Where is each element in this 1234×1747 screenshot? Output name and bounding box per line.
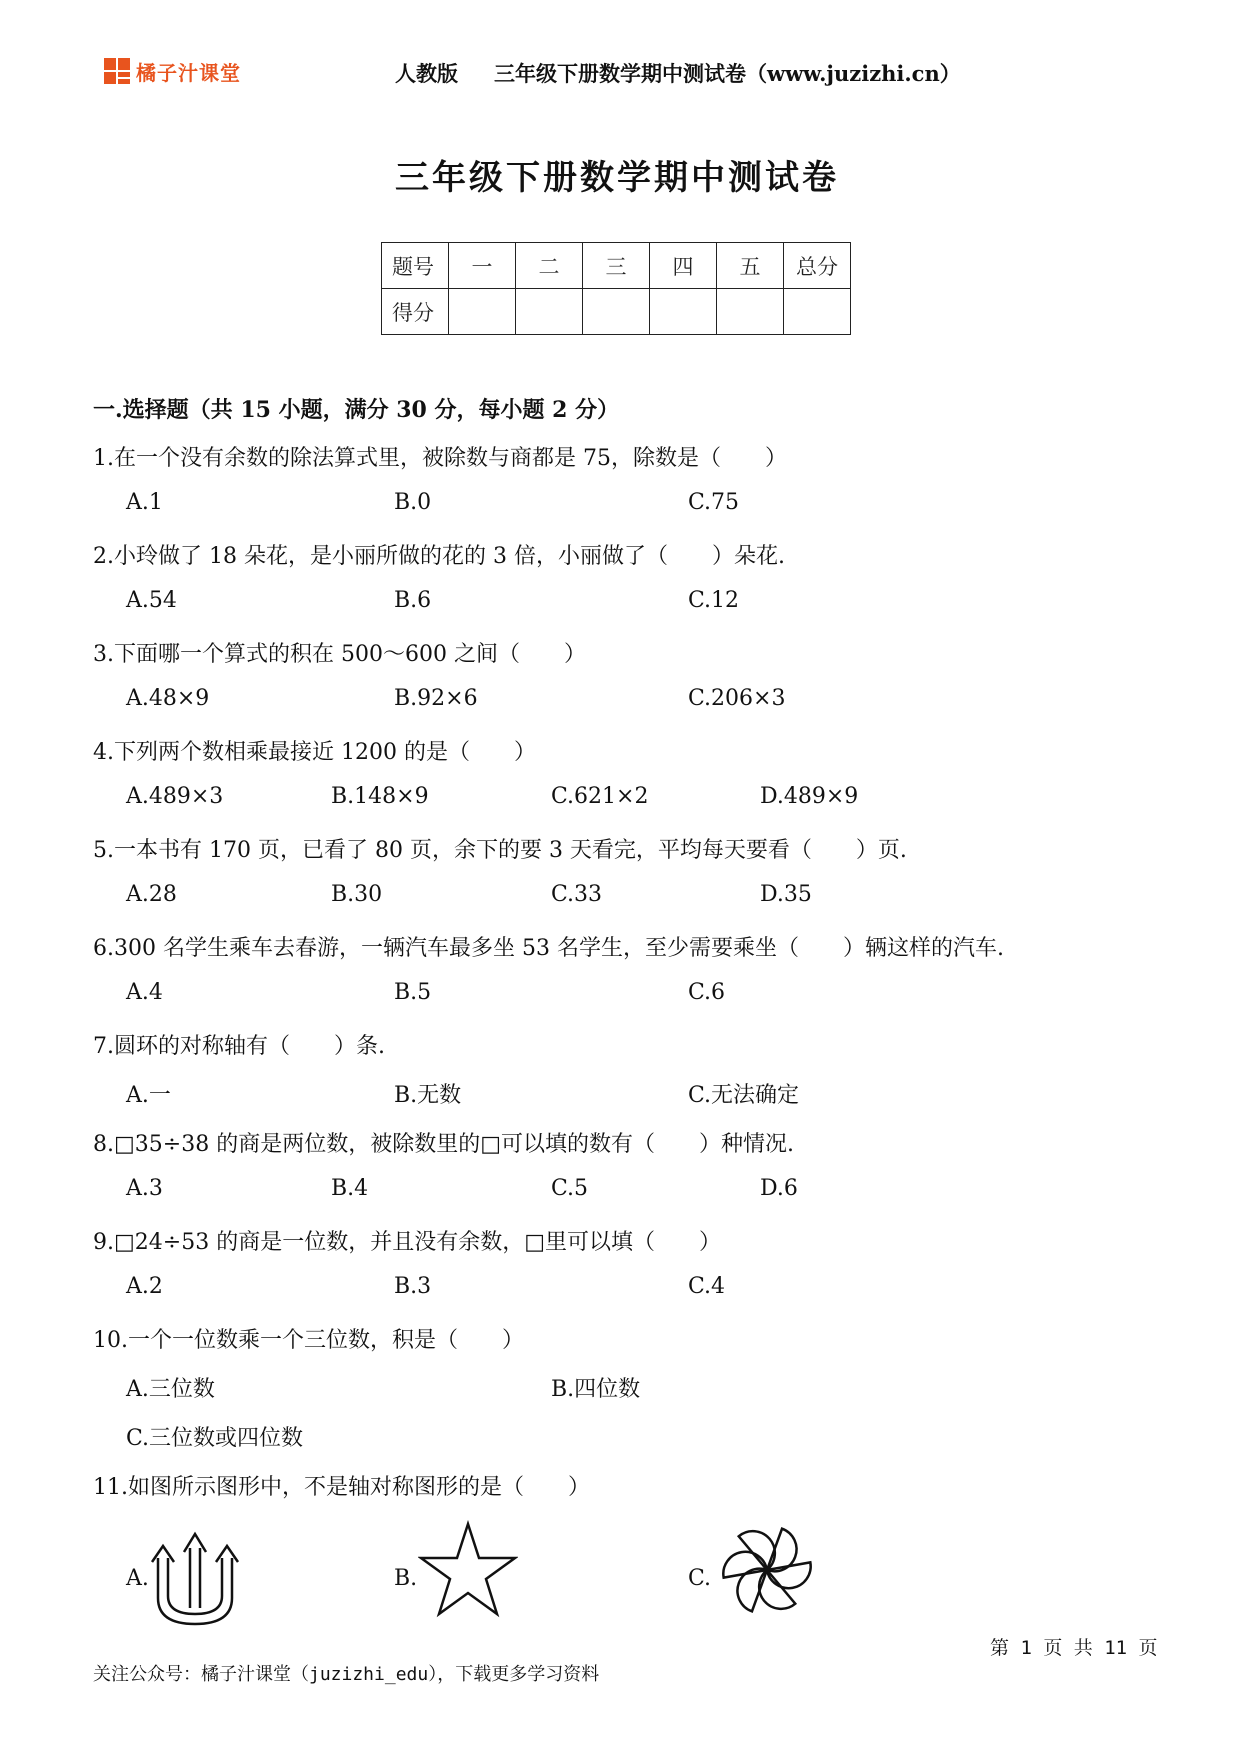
- q5-option-c: C.33: [551, 882, 603, 907]
- score-input-cell[interactable]: [583, 289, 650, 335]
- footer-note: 关注公众号：橘子汁课堂（juzizhi_edu），下载更多学习资料: [93, 1664, 600, 1685]
- question-6: 6.300 名学生乘车去春游，一辆汽车最多坐 53 名学生，至少需要乘坐（ ）辆这样的汽车.: [93, 936, 1004, 961]
- q2-option-b: B.6: [394, 588, 432, 613]
- question-2: 2.小玲做了 18 朵花，是小丽所做的花的 3 倍，小丽做了（ ）朵花.: [93, 544, 785, 569]
- score-input-cell[interactable]: [650, 289, 717, 335]
- q4-option-c: C.621×2: [551, 784, 649, 809]
- q6-option-a: A.4: [126, 980, 163, 1005]
- star-figure: [418, 1520, 518, 1620]
- q7-option-a: A.一: [126, 1083, 171, 1108]
- page-title: 三年级下册数学期中测试卷: [395, 158, 839, 198]
- edition-label: 人教版: [395, 61, 458, 86]
- q4-option-d: D.489×9: [760, 784, 859, 809]
- question-11: 11.如图所示图形中，不是轴对称图形的是（ ）: [93, 1475, 590, 1500]
- question-1: 1.在一个没有余数的除法算式里，被除数与商都是 75，除数是（ ）: [93, 446, 787, 471]
- question-4: 4.下列两个数相乘最接近 1200 的是（ ）: [93, 740, 536, 765]
- score-input-cell[interactable]: [516, 289, 583, 335]
- question-5: 5.一本书有 170 页，已看了 80 页，余下的要 3 天看完，平均每天要看（ ）页.: [93, 838, 907, 863]
- score-input-cell[interactable]: [449, 289, 516, 335]
- score-table-cell: 总分: [784, 243, 851, 289]
- score-table: [381, 242, 851, 335]
- q4-option-a: A.489×3: [126, 784, 224, 809]
- q11-option-c: C.: [688, 1566, 712, 1591]
- q11-option-b: B.: [394, 1566, 418, 1591]
- q5-option-b: B.30: [331, 882, 383, 907]
- q10-option-a: A.三位数: [126, 1377, 215, 1402]
- score-table-cell: 一: [449, 243, 516, 289]
- q3-option-c: C.206×3: [688, 686, 786, 711]
- q6-option-b: B.5: [394, 980, 432, 1005]
- question-10: 10.一个一位数乘一个三位数，积是（ ）: [93, 1328, 524, 1353]
- logo-icon: [104, 58, 132, 86]
- q8-option-d: D.6: [760, 1176, 798, 1201]
- question-9: 9.□24÷53 的商是一位数，并且没有余数，□里可以填（ ）: [93, 1230, 721, 1255]
- q5-option-d: D.35: [760, 882, 812, 907]
- q3-option-a: A.48×9: [126, 686, 210, 711]
- score-input-cell[interactable]: [784, 289, 851, 335]
- q2-option-a: A.54: [126, 588, 177, 613]
- question-8: 8.□35÷38 的商是两位数，被除数里的□可以填的数有（ ）种情况.: [93, 1132, 794, 1157]
- score-table-cell: 得分: [382, 289, 449, 335]
- q9-option-c: C.4: [688, 1274, 726, 1299]
- score-table-cell: 题号: [382, 243, 449, 289]
- q6-option-c: C.6: [688, 980, 726, 1005]
- q10-option-b: B.四位数: [551, 1377, 641, 1402]
- q8-option-c: C.5: [551, 1176, 589, 1201]
- score-table-score-row: [382, 289, 851, 335]
- brand-name: 橘子汁课堂: [136, 61, 241, 85]
- q5-option-a: A.28: [126, 882, 177, 907]
- q1-option-a: A.1: [126, 490, 163, 515]
- score-table-cell: 五: [717, 243, 784, 289]
- brand-logo: [104, 57, 241, 86]
- q8-option-a: A.3: [126, 1176, 163, 1201]
- q9-option-b: B.3: [394, 1274, 432, 1299]
- score-table-cell: 二: [516, 243, 583, 289]
- pinwheel-figure: [712, 1520, 822, 1620]
- question-3: 3.下面哪一个算式的积在 500～600 之间（ ）: [93, 642, 586, 667]
- q3-option-b: B.92×6: [394, 686, 478, 711]
- page-number: 第 1 页 共 11 页: [990, 1637, 1158, 1659]
- score-table-cell: 三: [583, 243, 650, 289]
- doc-reference: 三年级下册数学期中测试卷（www.juzizhi.cn）: [494, 61, 961, 86]
- q9-option-a: A.2: [126, 1274, 163, 1299]
- q1-option-c: C.75: [688, 490, 740, 515]
- question-7: 7.圆环的对称轴有（ ）条.: [93, 1034, 385, 1059]
- score-table-cell: 四: [650, 243, 717, 289]
- page-header: [395, 58, 961, 88]
- q10-option-c: C.三位数或四位数: [126, 1426, 304, 1451]
- trident-figure: [150, 1528, 240, 1628]
- q11-option-a: A.: [126, 1566, 149, 1591]
- q1-option-b: B.0: [394, 490, 432, 515]
- q7-option-b: B.无数: [394, 1083, 462, 1108]
- q8-option-b: B.4: [331, 1176, 369, 1201]
- q4-option-b: B.148×9: [331, 784, 429, 809]
- section-heading: 一.选择题（共 15 小题，满分 30 分，每小题 2 分）: [93, 397, 620, 423]
- score-table-header-row: [382, 243, 851, 289]
- q2-option-c: C.12: [688, 588, 740, 613]
- q7-option-c: C.无法确定: [688, 1083, 800, 1108]
- score-input-cell[interactable]: [717, 289, 784, 335]
